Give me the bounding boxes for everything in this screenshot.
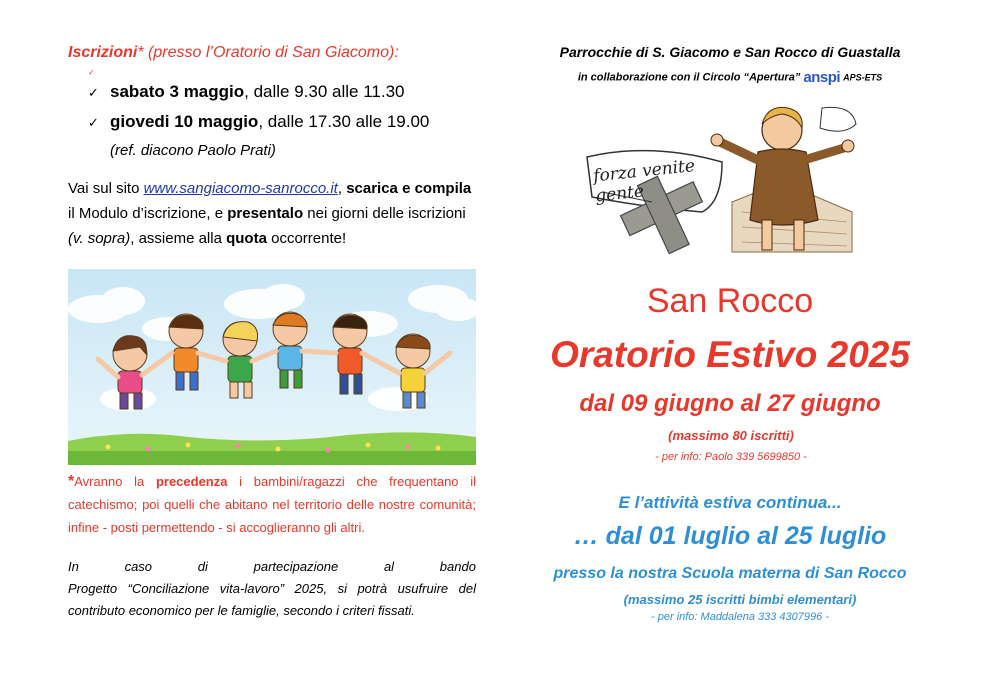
text: , (337, 180, 347, 197)
parish-header: Parrocchie di S. Giacomo e San Rocco di Guastalla (559, 44, 901, 60)
right-column (520, 0, 940, 675)
word: caso (124, 559, 153, 574)
july-location: presso la nostra Scuola materna di San Rocco (553, 565, 907, 582)
priority-note (68, 470, 476, 539)
aps-ets-label: APS-ETS (843, 72, 883, 83)
instructions-paragraph (68, 176, 478, 251)
funding-note-first-line (68, 556, 476, 578)
july-capacity: (massimo 25 iscritti bimbi elementari) (623, 592, 857, 607)
july-contact: - per info: Maddalena 333 4307996 - (651, 611, 829, 623)
june-capacity: (massimo 80 iscritti) (668, 428, 794, 443)
date-day: giovedi 10 maggio (110, 112, 259, 131)
text: il Modulo d’iscrizione, e (68, 205, 228, 222)
website-link[interactable]: www.sangiacomo-sanrocco.it (143, 180, 338, 197)
forza-venite-gente-illustration (582, 102, 862, 274)
registration-location: * (presso l’Oratorio di San Giacomo): (137, 44, 399, 61)
event-title: Oratorio Estivo 2025 (550, 334, 910, 375)
collaboration-text: in collaborazione con il Circolo “Apertura” (577, 71, 801, 84)
bold-text: scarica e compila (346, 180, 472, 197)
bold-text: quota (226, 230, 267, 247)
text: Avranno la (74, 474, 156, 489)
bold-text: presentalo (227, 205, 304, 222)
italic-text: (v. sopra) (68, 230, 131, 247)
anspi-logo: anspi (803, 69, 841, 86)
july-dates: … dal 01 luglio al 25 luglio (573, 522, 887, 550)
left-column (68, 0, 478, 675)
text: , assieme alla (130, 230, 227, 247)
word: bando (439, 559, 476, 574)
funding-note-rest: Progetto “Conciliazione vita-lavoro” 2025, si potrà usufruire del contributo economico per le famiglie, secondo i criteri fissati. (68, 581, 476, 618)
june-dates: dal 09 giugno al 27 giugno (579, 390, 881, 417)
text: Vai sul sito (68, 180, 144, 197)
location-title: San Rocco (646, 282, 814, 320)
word: In (68, 559, 79, 574)
date-time: , dalle 17.30 alle 19.00 (258, 112, 430, 131)
text: i bambini/ragazzi che frequentano il catechismo; poi quelli che abitano nel territorio delle nostre comunità; infine - posti permettendo - si accoglieranno gli altri. (68, 474, 477, 535)
funding-note (68, 556, 476, 622)
word: di (197, 559, 208, 574)
small-check-icon: ✓ (88, 68, 95, 77)
registration-date-1 (88, 82, 405, 102)
june-contact: - per info: Paolo 339 5699850 - (655, 451, 807, 463)
text: occorrente! (266, 230, 347, 247)
bold-text: precedenza (155, 474, 228, 489)
asterisk: * (68, 473, 75, 490)
jumping-children-illustration (68, 269, 476, 465)
continuation-heading: E l’attività estiva continua... (618, 493, 842, 512)
date-day: sabato 3 maggio (110, 82, 245, 101)
registration-heading (68, 44, 399, 62)
forza-venite-gente-text: forza venite gente (592, 155, 696, 207)
date-time: , dalle 9.30 alle 11.30 (244, 82, 405, 101)
check-icon: ✓ (88, 85, 99, 100)
collaboration-line (520, 69, 940, 86)
check-icon: ✓ (88, 115, 99, 130)
reference-contact: (ref. diacono Paolo Prati) (110, 142, 276, 159)
word: al (383, 559, 395, 574)
registration-title: Iscrizioni (68, 44, 138, 61)
text: nei giorni delle iscrizioni (303, 205, 466, 222)
registration-date-2 (88, 112, 429, 132)
word: partecipazione (253, 559, 339, 574)
